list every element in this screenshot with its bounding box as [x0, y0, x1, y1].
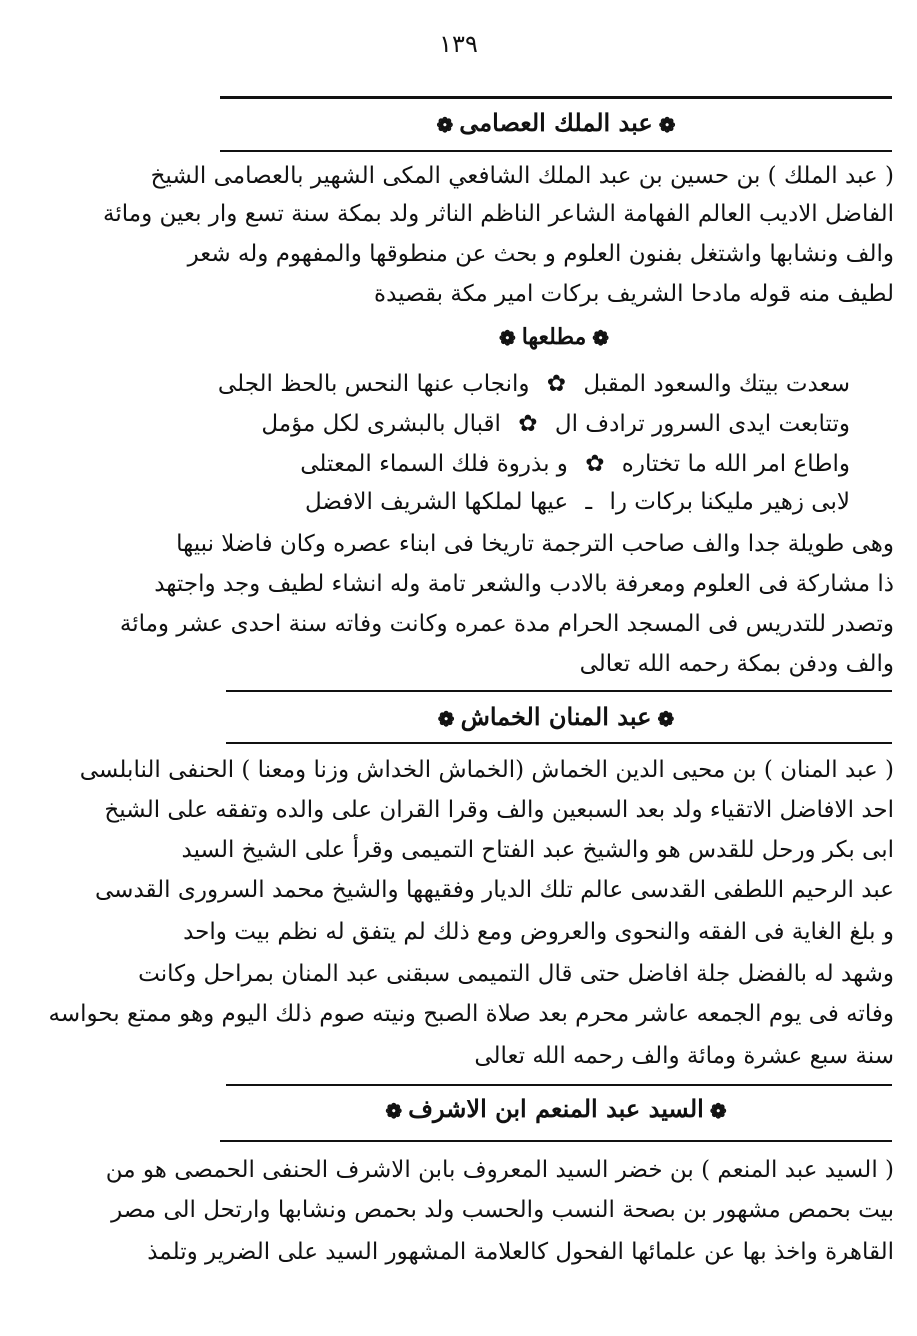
heading-rule: [220, 1140, 892, 1142]
section-heading-abd-al-malik: [220, 108, 892, 137]
paragraph-line: احد الافاضل الاتقياء ولد بعد السبعين والف وقرا القران على والده وتفقه على الشيخ: [104, 797, 894, 823]
ornament-icon: ❁: [436, 112, 454, 137]
verse-left-hemistich: عيها لملكها الشريف الافضل: [304, 489, 569, 515]
heading-rule: [220, 150, 892, 152]
ornament-icon: ❁: [385, 1098, 403, 1123]
top-rule: [220, 96, 892, 99]
ornament-icon: ❁: [592, 326, 610, 350]
heading-text: عبد المنان الخماش: [460, 702, 652, 731]
verse-separator: ✿: [518, 411, 538, 437]
ornament-icon: ❁: [437, 706, 455, 731]
section-heading-abd-al-munim: [220, 1094, 892, 1123]
ornament-icon: ❁: [709, 1098, 727, 1123]
verse-separator: ـ: [585, 489, 593, 515]
paragraph-line: بيت بحمص مشهور بن بصحة النسب والحسب ولد بحمص ونشابها وارتحل الى مصر: [111, 1197, 894, 1223]
ornament-icon: ❁: [658, 112, 676, 137]
paragraph-line: و بلغ الغاية فى الفقه والنحوى والعروض ومع ذلك لم يتفق له نظم بيت واحد: [183, 919, 894, 945]
paragraph-line: ( السيد عبد المنعم ) بن خضر السيد المعروف بابن الاشرف الحنفى الحمصى هو من: [105, 1157, 894, 1183]
page-number: ١٣٩: [439, 30, 478, 58]
paragraph-line: وهى طويلة جدا والف صاحب الترجمة تاريخا فى ابناء عصره وكان فاضلا نبيها: [176, 531, 894, 557]
verse-left-hemistich: و بذروة فلك السماء المعتلى: [300, 451, 568, 477]
paragraph-line: وتصدر للتدريس فى المسجد الحرام مدة عمره وكانت وفاته سنة احدى عشر ومائة: [119, 611, 894, 637]
section-rule: [226, 690, 892, 692]
paragraph-line: ( عبد الملك ) بن حسين بن عبد الملك الشافعي المكى الشهير بالعصامى الشيخ: [150, 163, 894, 189]
heading-text: عبد الملك العصامى: [459, 108, 653, 137]
section-heading-abd-al-mannan: [220, 702, 892, 731]
verse-right-hemistich: سعدت بيتك والسعود المقبل: [583, 371, 850, 397]
matla-heading-text: مطلعها: [521, 324, 587, 350]
verse-separator: ✿: [585, 451, 605, 477]
paragraph-line: القاهرة واخذ بها عن علمائها الفحول كالعلامة المشهور السيد على الضرير وتلمذ: [147, 1239, 894, 1265]
verse-right-hemistich: وتتابعت ايدى السرور ترادف ال: [554, 411, 850, 437]
paragraph-line: ( عبد المنان ) بن محيى الدين الخماش (الخماش الخداش وزنا ومعنا ) الحنفى النابلسى: [79, 757, 894, 783]
paragraph-line: الفاضل الاديب العالم الفهامة الشاعر الناظم الناثر ولد بمكة سنة تسع وار بعين ومائة: [103, 201, 894, 227]
verse-right-hemistich: واطاع امر الله ما تختاره: [621, 451, 850, 477]
matla-heading: [214, 324, 894, 350]
paragraph-line: ابى بكر ورحل للقدس هو والشيخ عبد الفتاح التميمى وقرأ على الشيخ السيد: [181, 837, 894, 863]
section-rule: [226, 1084, 892, 1086]
paragraph-line: لطيف منه قوله مادحا الشريف بركات امير مكة بقصيدة: [374, 281, 894, 307]
paragraph-line: وشهد له بالفضل جلة افاضل حتى قال التميمى سبقنى عبد المنان بمراحل وكانت: [138, 961, 894, 987]
verse-line: [217, 366, 850, 404]
verse-line: [260, 446, 850, 484]
paragraph-line: ذا مشاركة فى العلوم ومعرفة بالادب والشعر تامة وله انشاء لطيف وجد واجتهد: [154, 571, 894, 597]
heading-text: السيد عبد المنعم ابن الاشرف: [408, 1094, 704, 1123]
verse-left-hemistich: اقبال بالبشرى لكل مؤمل: [261, 411, 501, 437]
paragraph-line: سنة سبع عشرة ومائة والف رحمه الله تعالى: [474, 1043, 894, 1069]
ornament-icon: ❁: [498, 326, 516, 350]
verse-line: [260, 406, 850, 444]
verse-right-hemistich: لابى زهير مليكنا بركات را: [609, 489, 850, 515]
verse-left-hemistich: وانجاب عنها النحس بالحظ الجلى: [217, 371, 530, 397]
paragraph-line: وفاته فى يوم الجمعه عاشر محرم بعد صلاة الصبح ونيته صوم ذلك اليوم وهو ممتع بحواسه: [48, 1001, 894, 1027]
paragraph-line: والف ودفن بمكة رحمه الله تعالى: [579, 651, 894, 677]
paragraph-line: والف ونشابها واشتغل بفنون العلوم و بحث عن منطوقها والمفهوم وله شعر: [187, 241, 894, 267]
heading-rule: [226, 742, 892, 744]
ornament-icon: ❁: [657, 706, 675, 731]
paragraph-line: عبد الرحيم اللطفى القدسى عالم تلك الديار وفقيهها والشيخ محمد السرورى القدسى: [95, 877, 894, 903]
verse-separator: ✿: [546, 371, 567, 397]
verse-line: [260, 484, 850, 522]
